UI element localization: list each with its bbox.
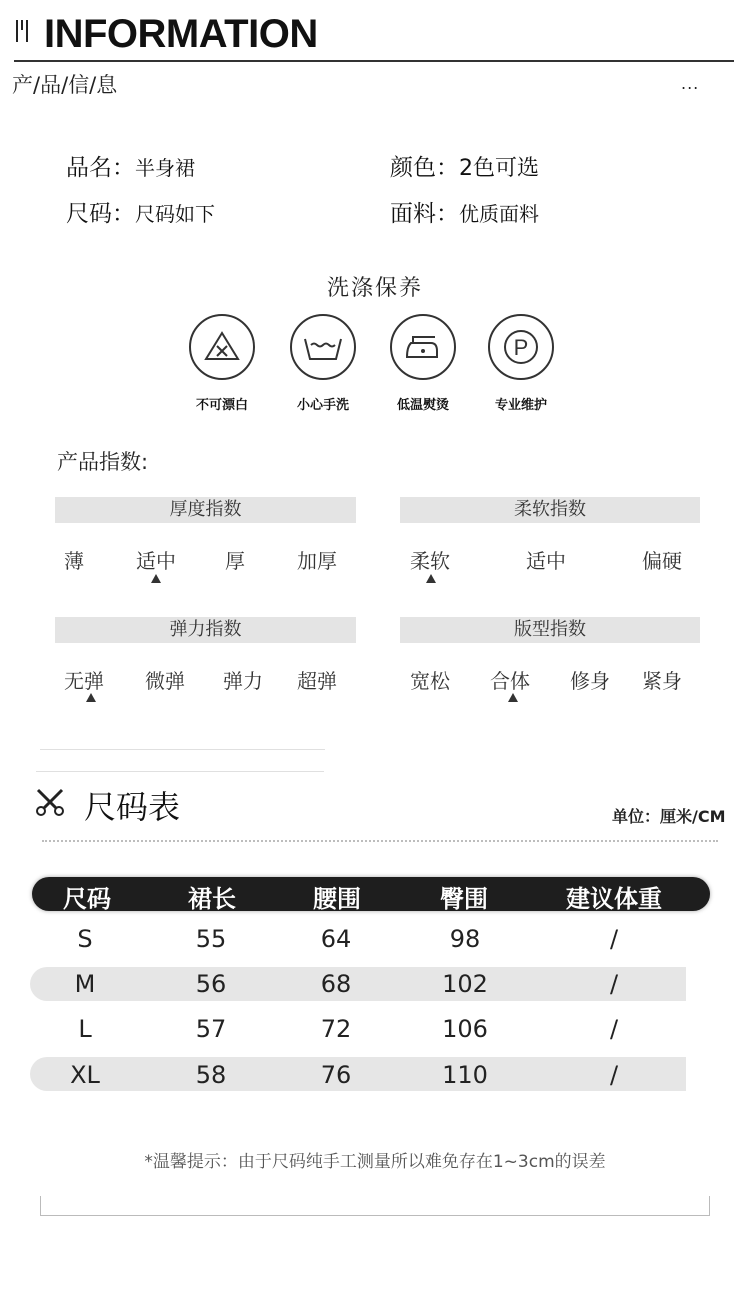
header-weight: 建议体重 — [566, 885, 662, 913]
softness-index-bar: 柔软指数 — [400, 497, 700, 523]
softness-option: 柔软 — [410, 549, 450, 573]
size-chart-title: 尺码表 — [84, 788, 181, 826]
header-hip: 臀围 — [440, 885, 488, 913]
header-size: 尺码 — [63, 885, 111, 913]
fit-option: 紧身 — [642, 669, 682, 693]
svg-text:P: P — [513, 335, 529, 360]
softness-option: 适中 — [526, 549, 566, 573]
fit-option: 合体 — [490, 669, 530, 693]
thickness-option: 加厚 — [297, 549, 337, 573]
info-size-key: 尺码： — [66, 201, 135, 227]
hand-wash-icon — [290, 314, 356, 380]
no-bleach-icon — [189, 314, 255, 380]
cell-size: L — [78, 1015, 92, 1043]
info-name-value: 半身裙 — [135, 156, 195, 180]
elasticity-option: 弹力 — [223, 669, 263, 693]
dotted-divider — [42, 840, 718, 842]
thickness-option: 厚 — [225, 549, 245, 573]
care-label: 小心手洗 — [296, 398, 349, 413]
header-logo-mark — [16, 20, 30, 42]
fit-index-bar: 版型指数 — [400, 617, 700, 643]
info-name-key: 品名： — [66, 155, 135, 181]
cell-hip: 110 — [442, 1061, 488, 1089]
low-iron-icon — [390, 314, 456, 380]
softness-option: 偏硬 — [642, 549, 682, 573]
cell-hip: 106 — [442, 1015, 488, 1043]
care-item-dry-clean — [471, 314, 571, 413]
info-color — [390, 154, 539, 183]
page-title: INFORMATION — [44, 12, 318, 56]
care-label: 不可漂白 — [195, 398, 248, 413]
scissors-icon — [34, 786, 66, 818]
cell-weight: / — [609, 1061, 619, 1089]
elasticity-option: 微弹 — [145, 669, 185, 693]
divider-line — [36, 771, 324, 772]
cell-weight: / — [609, 1015, 619, 1043]
fit-option: 修身 — [570, 669, 610, 693]
cell-hip: 98 — [449, 925, 481, 953]
fit-selected-marker — [508, 693, 518, 702]
cell-waist: 72 — [320, 1015, 352, 1043]
thickness-selected-marker — [151, 574, 161, 583]
elasticity-index-bar: 弹力指数 — [55, 617, 356, 643]
elasticity-selected-marker — [86, 693, 96, 702]
thickness-option: 薄 — [64, 549, 84, 573]
dry-clean-icon — [488, 314, 554, 380]
header-divider — [14, 60, 734, 62]
softness-selected-marker — [426, 574, 436, 583]
info-fabric — [390, 200, 539, 229]
bottom-frame — [40, 1196, 710, 1216]
cell-waist: 76 — [320, 1061, 352, 1089]
cell-waist: 64 — [320, 925, 352, 953]
info-size — [66, 200, 215, 229]
care-item-hand-wash — [273, 314, 373, 413]
cell-size: M — [74, 970, 96, 998]
care-title: 洗涤保养 — [326, 276, 423, 301]
size-chart-unit: 单位：厘米/CM — [612, 807, 726, 826]
care-label: 专业维护 — [494, 398, 547, 413]
thickness-option: 适中 — [136, 549, 176, 573]
cell-size: XL — [70, 1061, 100, 1089]
cell-weight: / — [609, 925, 619, 953]
cell-length: 56 — [195, 970, 227, 998]
measurement-note: *温馨提示：由于尺码纯手工测量所以难免存在1~3cm的误差 — [144, 1152, 606, 1172]
cell-weight: / — [609, 970, 619, 998]
care-item-low-iron — [373, 314, 473, 413]
cell-size: S — [77, 925, 93, 953]
info-name — [66, 154, 195, 183]
info-fabric-value: 优质面料 — [459, 202, 539, 226]
header-waist: 腰围 — [313, 885, 361, 913]
divider-line — [40, 749, 325, 750]
indices-title: 产品指数: — [57, 450, 149, 474]
elasticity-option: 无弹 — [64, 669, 104, 693]
info-size-value: 尺码如下 — [135, 202, 215, 226]
cell-hip: 102 — [442, 970, 488, 998]
elasticity-option: 超弹 — [297, 669, 337, 693]
cell-length: 55 — [195, 925, 227, 953]
care-label: 低温熨烫 — [396, 398, 449, 413]
page-subtitle: 产/品/信/息 — [12, 73, 118, 97]
cell-length: 58 — [195, 1061, 227, 1089]
cell-waist: 68 — [320, 970, 352, 998]
info-color-key: 颜色： — [390, 155, 459, 181]
care-item-no-bleach — [172, 314, 272, 413]
header-length: 裙长 — [188, 885, 236, 913]
fit-option: 宽松 — [410, 669, 450, 693]
cell-length: 57 — [195, 1015, 227, 1043]
thickness-index-bar: 厚度指数 — [55, 497, 356, 523]
info-fabric-key: 面料： — [390, 201, 459, 227]
more-dots: ... — [681, 74, 700, 93]
info-color-value: 2色可选 — [459, 156, 539, 181]
